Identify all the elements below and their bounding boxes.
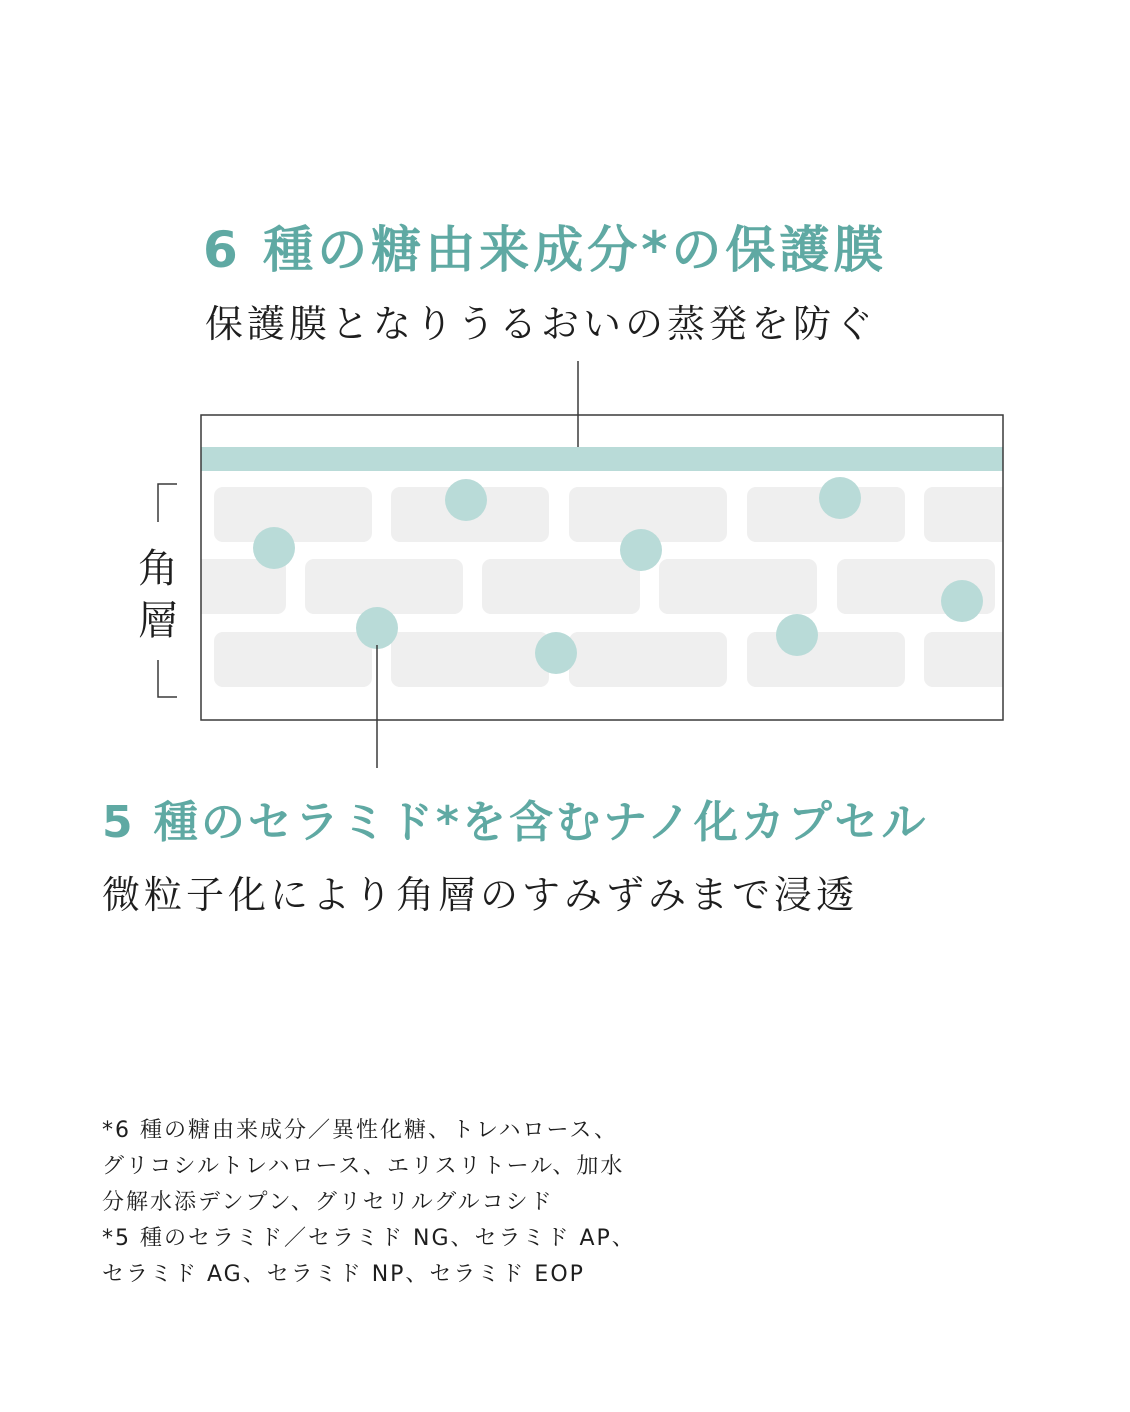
layer-label-char-1: 角 (138, 546, 178, 592)
ceramide-capsule (776, 614, 818, 656)
skin-cell (659, 559, 817, 614)
skin-cell (214, 632, 372, 687)
layer-label-char-2: 層 (138, 598, 178, 644)
ceramide-capsule (253, 527, 295, 569)
footnote-line: グリコシルトレハロース、エリスリトール、加水 (102, 1154, 625, 1179)
skin-cell (214, 487, 372, 542)
footnote-line: *5 種のセラミド／セラミド NG、セラミド AP、 (102, 1226, 636, 1251)
footnote-line: セラミド AG、セラミド NP、セラミド EOP (102, 1262, 585, 1287)
ceramide-capsule (445, 479, 487, 521)
skin-cell (747, 632, 905, 687)
headline-ceramide-capsule: 5 種のセラミド*を含むナノ化カプセル (102, 797, 929, 848)
footnotes (102, 1113, 722, 1293)
headline-protective-membrane: 6 種の糖由来成分*の保護膜 (203, 221, 888, 279)
skin-cell (569, 632, 727, 687)
ceramide-capsule (941, 580, 983, 622)
ceramide-capsule (535, 632, 577, 674)
diagram-inner (128, 447, 1082, 687)
skin-cell (305, 559, 463, 614)
layer-bracket-top (158, 484, 177, 522)
skin-cell (482, 559, 640, 614)
protective-membrane-band (201, 447, 1003, 471)
footnote-line: 分解水添デンプン、グリセリルグルコシド (102, 1190, 554, 1215)
ceramide-capsule (356, 607, 398, 649)
skin-cell (391, 632, 549, 687)
subline-ceramide-capsule: 微粒子化により角層のすみずみまで浸透 (102, 873, 859, 917)
ceramide-capsule (620, 529, 662, 571)
ceramide-capsule (819, 477, 861, 519)
subline-protective-membrane: 保護膜となりうるおいの蒸発を防ぐ (205, 302, 878, 346)
footnote-line: *6 種の糖由来成分／異性化糖、トレハロース、 (102, 1118, 619, 1143)
layer-bracket-bottom (158, 660, 177, 697)
